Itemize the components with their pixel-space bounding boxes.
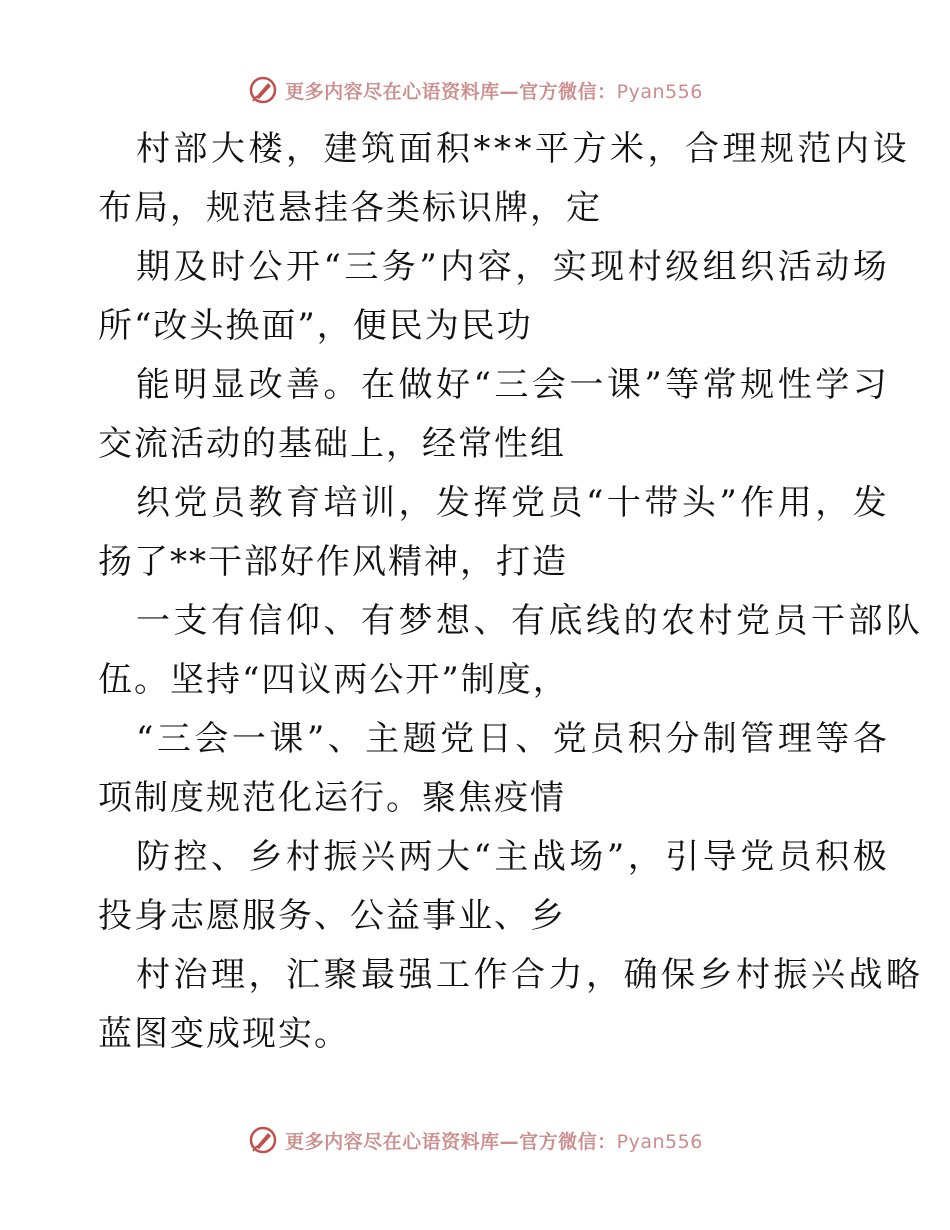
text-line: 村部大楼，建筑面积***平方米，合理规范内设: [136, 129, 910, 169]
text-line: 扬了**干部好作风精神，打造: [98, 542, 568, 582]
paragraph: [98, 474, 891, 592]
pen-logo-icon: [247, 74, 279, 106]
header-watermark: [0, 70, 950, 110]
paragraph: [98, 946, 924, 1064]
watermark-text: 更多内容尽在心语资料库—官方微信：Pyan556: [285, 80, 703, 103]
paragraph: [98, 828, 891, 946]
watermark-text: 更多内容尽在心语资料库—官方微信：Pyan556: [285, 1130, 703, 1153]
text-line: 所“改头换面”，便民为民功: [98, 306, 533, 346]
text-line: 伍。坚持“四议两公开”制度，: [98, 660, 569, 700]
text-line: “三会一课”、主题党日、党员积分制管理等各: [136, 719, 891, 759]
text-line: 蓝图变成现实。: [98, 1014, 350, 1054]
text-line: 交流活动的基础上，经常性组: [98, 424, 566, 464]
text-line: 一支有信仰、有梦想、有底线的农村党员干部队: [136, 601, 924, 641]
paragraph: [98, 120, 910, 238]
footer-watermark: [0, 1120, 950, 1160]
text-line: 村治理，汇聚最强工作合力，确保乡村振兴战略: [136, 955, 924, 995]
text-line: 投身志愿服务、公益事业、乡: [98, 896, 566, 936]
text-line: 期及时公开“三务”内容，实现村级组织活动场: [136, 247, 891, 287]
paragraph: [98, 710, 891, 828]
paragraph: [98, 592, 924, 710]
text-line: 织党员教育培训，发挥党员“十带头”作用，发: [136, 483, 891, 523]
text-line: 防控、乡村振兴两大“主战场”，引导党员积极: [136, 837, 891, 877]
document-body: [98, 120, 924, 1064]
text-line: 布局，规范悬挂各类标识牌，定: [98, 188, 602, 228]
pen-logo-icon: [247, 1124, 279, 1156]
text-line: 项制度规范化运行。聚焦疫情: [98, 778, 566, 818]
paragraph: [98, 238, 891, 356]
text-line: 能明显改善。在做好“三会一课”等常规性学习: [136, 365, 891, 405]
paragraph: [98, 356, 891, 474]
